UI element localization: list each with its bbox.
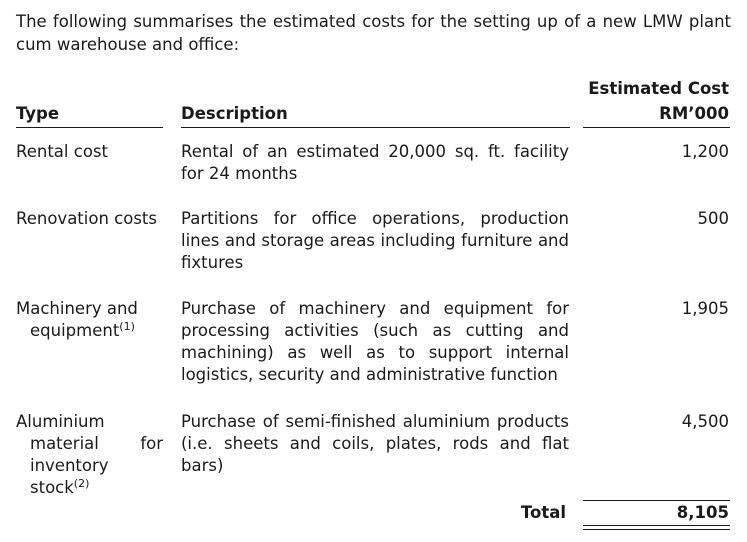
header-description: Description: [181, 104, 288, 123]
intro-paragraph: The following summarises the estimated costs for the setting up of a new LMW plant cum warehouse and office:: [16, 12, 731, 54]
row-description-aluminium: Purchase of semi-finished aluminium products (i.e. sheets and coils, plates, rods and flat bars): [181, 412, 569, 475]
footnote-marker-1: (1): [119, 320, 135, 333]
header-cost-line1: Estimated Cost: [588, 79, 729, 98]
row-cost-aluminium: 4,500: [681, 412, 729, 431]
row-type-aluminium: [16, 411, 163, 501]
total-rule-bottom-2: [583, 529, 730, 530]
header-rule-description: [181, 127, 570, 128]
total-rule-bottom-1: [583, 525, 730, 526]
total-rule-top: [583, 500, 730, 501]
row-cost-machinery: 1,905: [681, 299, 729, 318]
row-description-rental: Rental of an estimated 20,000 sq. ft. facility for 24 months: [181, 142, 569, 183]
row-type-aluminium-line3: inventory: [30, 456, 109, 475]
header-rule-type: [16, 127, 163, 128]
row-type-aluminium-line1: Aluminium: [16, 412, 105, 431]
row-type-aluminium-line2b: for: [140, 434, 163, 453]
header-rule-cost: [583, 127, 730, 128]
footnote-marker-2: (2): [73, 477, 90, 490]
row-type-aluminium-line4: stock: [30, 478, 74, 497]
total-value: 8,105: [676, 503, 729, 522]
row-type-aluminium-line2a: material: [30, 434, 99, 453]
row-type-rental: Rental cost: [16, 142, 108, 161]
total-label: Total: [520, 503, 566, 522]
row-cost-renovation: 500: [697, 209, 729, 228]
row-description-machinery: Purchase of machinery and equipment for processing activities (such as cutting and machining) as well as to support internal logistics, security and administrative function: [181, 299, 569, 384]
header-type: Type: [16, 104, 60, 123]
header-cost-line2: RM’000: [659, 104, 729, 123]
row-type-machinery-word1: Machinery and: [16, 299, 138, 318]
row-type-renovation: Renovation costs: [16, 209, 157, 228]
row-cost-rental: 1,200: [681, 142, 729, 161]
row-type-machinery-word2: equipment: [30, 321, 120, 340]
row-description-renovation: Partitions for office operations, production lines and storage areas including furniture and fixtures: [181, 209, 569, 272]
row-type-machinery: [16, 298, 163, 344]
